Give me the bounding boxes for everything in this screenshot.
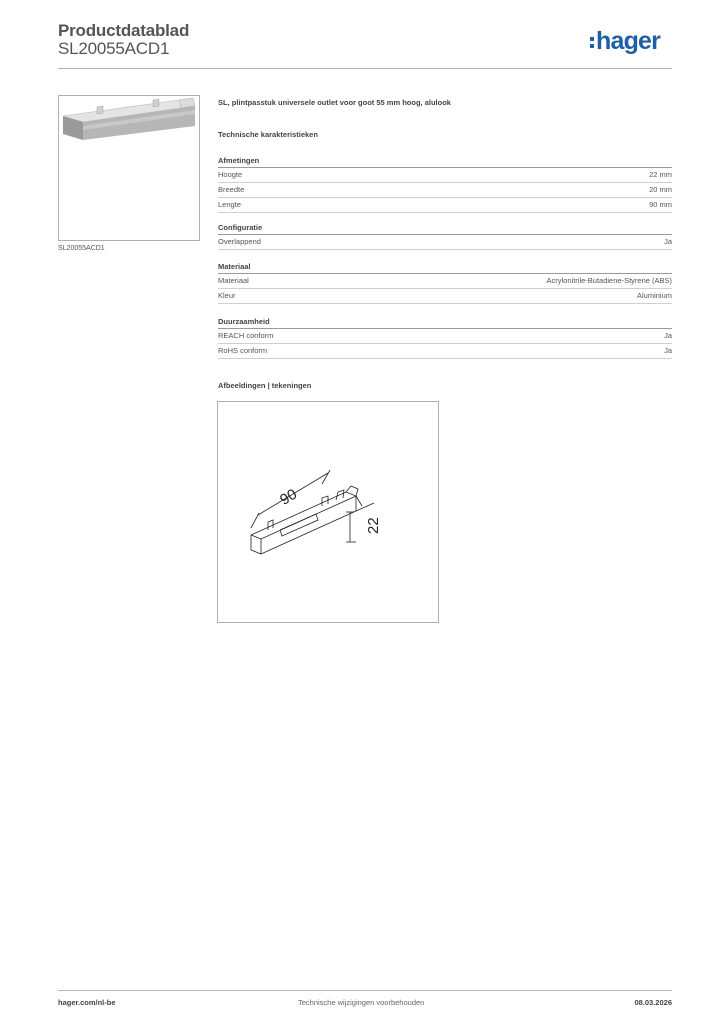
product-photo [58, 95, 200, 241]
spec-value: Acrylonitrile-Butadiene-Styrene (ABS) [546, 276, 672, 285]
section-title: Duurzaamheid [218, 316, 672, 329]
document-title: Productdatablad [58, 21, 190, 40]
footer-date: 08.03.2026 [634, 998, 672, 1007]
technical-drawing [217, 401, 439, 623]
spec-label: Lengte [218, 200, 241, 209]
section-materiaal [218, 261, 672, 304]
spec-label: Overlappend [218, 237, 261, 246]
spec-row [218, 168, 672, 183]
drawings-heading: Afbeeldingen | tekeningen [218, 381, 312, 390]
section-afmetingen [218, 155, 672, 213]
spec-value: 90 mm [649, 200, 672, 209]
hager-logo [590, 27, 660, 55]
dimension-height-label: 22 [365, 517, 382, 534]
spec-label: Materiaal [218, 276, 249, 285]
product-image-caption: SL20055ACD1 [58, 245, 105, 252]
spec-value: Ja [664, 331, 672, 340]
spec-value: Aluminium [636, 291, 672, 300]
footer-note: Technische wijzigingen voorbehouden [298, 998, 425, 1007]
spec-value: Ja [664, 346, 672, 355]
footer-divider [58, 990, 672, 991]
spec-row [218, 235, 672, 250]
spec-row [218, 183, 672, 198]
spec-value: 22 mm [649, 170, 672, 179]
product-code: SL20055ACD1 [58, 39, 170, 58]
spec-row [218, 198, 672, 213]
section-duurzaamheid [218, 316, 672, 359]
spec-row [218, 289, 672, 304]
spec-label: Kleur [218, 291, 236, 300]
spec-label: REACH conform [218, 331, 274, 340]
spec-row [218, 329, 672, 344]
spec-row [218, 274, 672, 289]
technical-heading: Technische karakteristieken [218, 130, 318, 139]
spec-value: Ja [664, 237, 672, 246]
spec-label: Breedte [218, 185, 245, 194]
logo-wordmark: hager [596, 27, 661, 55]
spec-label: RoHS conform [218, 346, 268, 355]
product-description: SL, plintpasstuk universele outlet voor goot 55 mm hoog, alulook [218, 98, 451, 107]
section-title: Configuratie [218, 222, 672, 235]
spec-value: 20 mm [649, 185, 672, 194]
spec-row [218, 344, 672, 359]
logo-dots-icon [590, 37, 594, 48]
footer-link[interactable]: hager.com/nl-be [58, 998, 116, 1007]
spec-label: Hoogte [218, 170, 243, 179]
section-title: Afmetingen [218, 155, 672, 168]
header-divider [58, 68, 672, 69]
product-photo-icon [59, 96, 199, 240]
section-title: Materiaal [218, 261, 672, 274]
section-configuratie [218, 222, 672, 250]
technical-drawing-icon [218, 402, 438, 622]
dimension-length-label: 90 [277, 485, 301, 509]
